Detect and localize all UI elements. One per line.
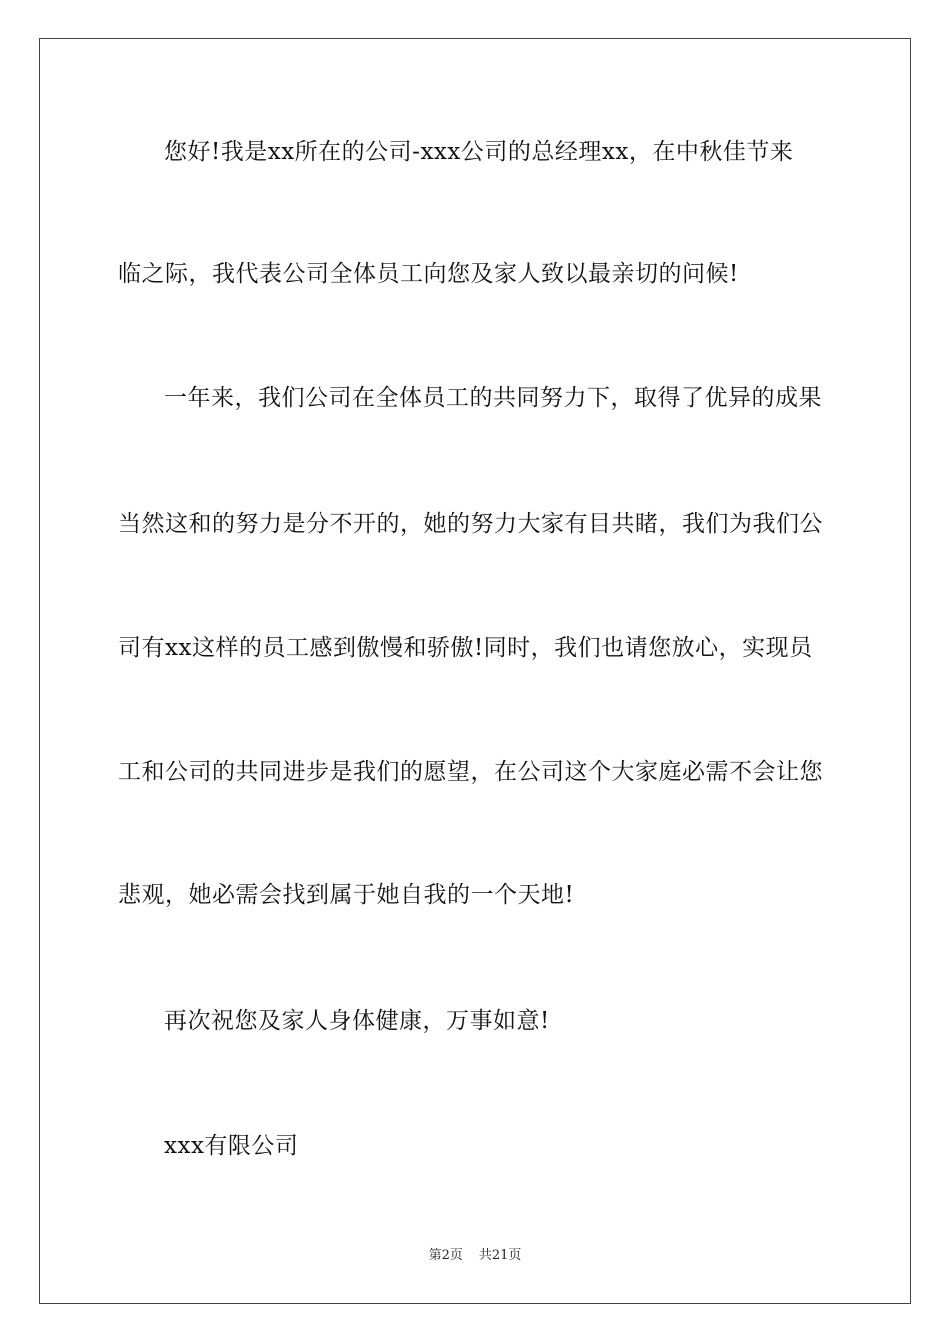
page-frame xyxy=(39,38,911,1304)
paragraph-line: 当然这和的努力是分不开的，她的努力大家有目共睹，我们为我们公 xyxy=(118,511,823,537)
paragraph-line: 临之际，我代表公司全体员工向您及家人致以最亲切的问候! xyxy=(118,261,739,287)
page-footer xyxy=(0,1247,950,1265)
closing-wish: 再次祝您及家人身体健康，万事如意! xyxy=(164,1008,550,1034)
page-total: 共21页 xyxy=(478,1248,522,1263)
signature-company: xxx有限公司 xyxy=(164,1133,299,1159)
paragraph-line: 悲观，她必需会找到属于她自我的一个天地! xyxy=(118,882,575,908)
paragraph-line: 您好!我是xx所在的公司-xxx公司的总经理xx，在中秋佳节来 xyxy=(164,139,794,165)
paragraph-line: 一年来，我们公司在全体员工的共同努力下，取得了优异的成果 xyxy=(164,385,822,411)
page-number: 第2页 xyxy=(428,1248,463,1263)
paragraph-line: 工和公司的共同进步是我们的愿望，在公司这个大家庭必需不会让您 xyxy=(118,759,823,785)
paragraph-line: 司有xx这样的员工感到傲慢和骄傲!同时，我们也请您放心，实现员 xyxy=(118,635,813,661)
